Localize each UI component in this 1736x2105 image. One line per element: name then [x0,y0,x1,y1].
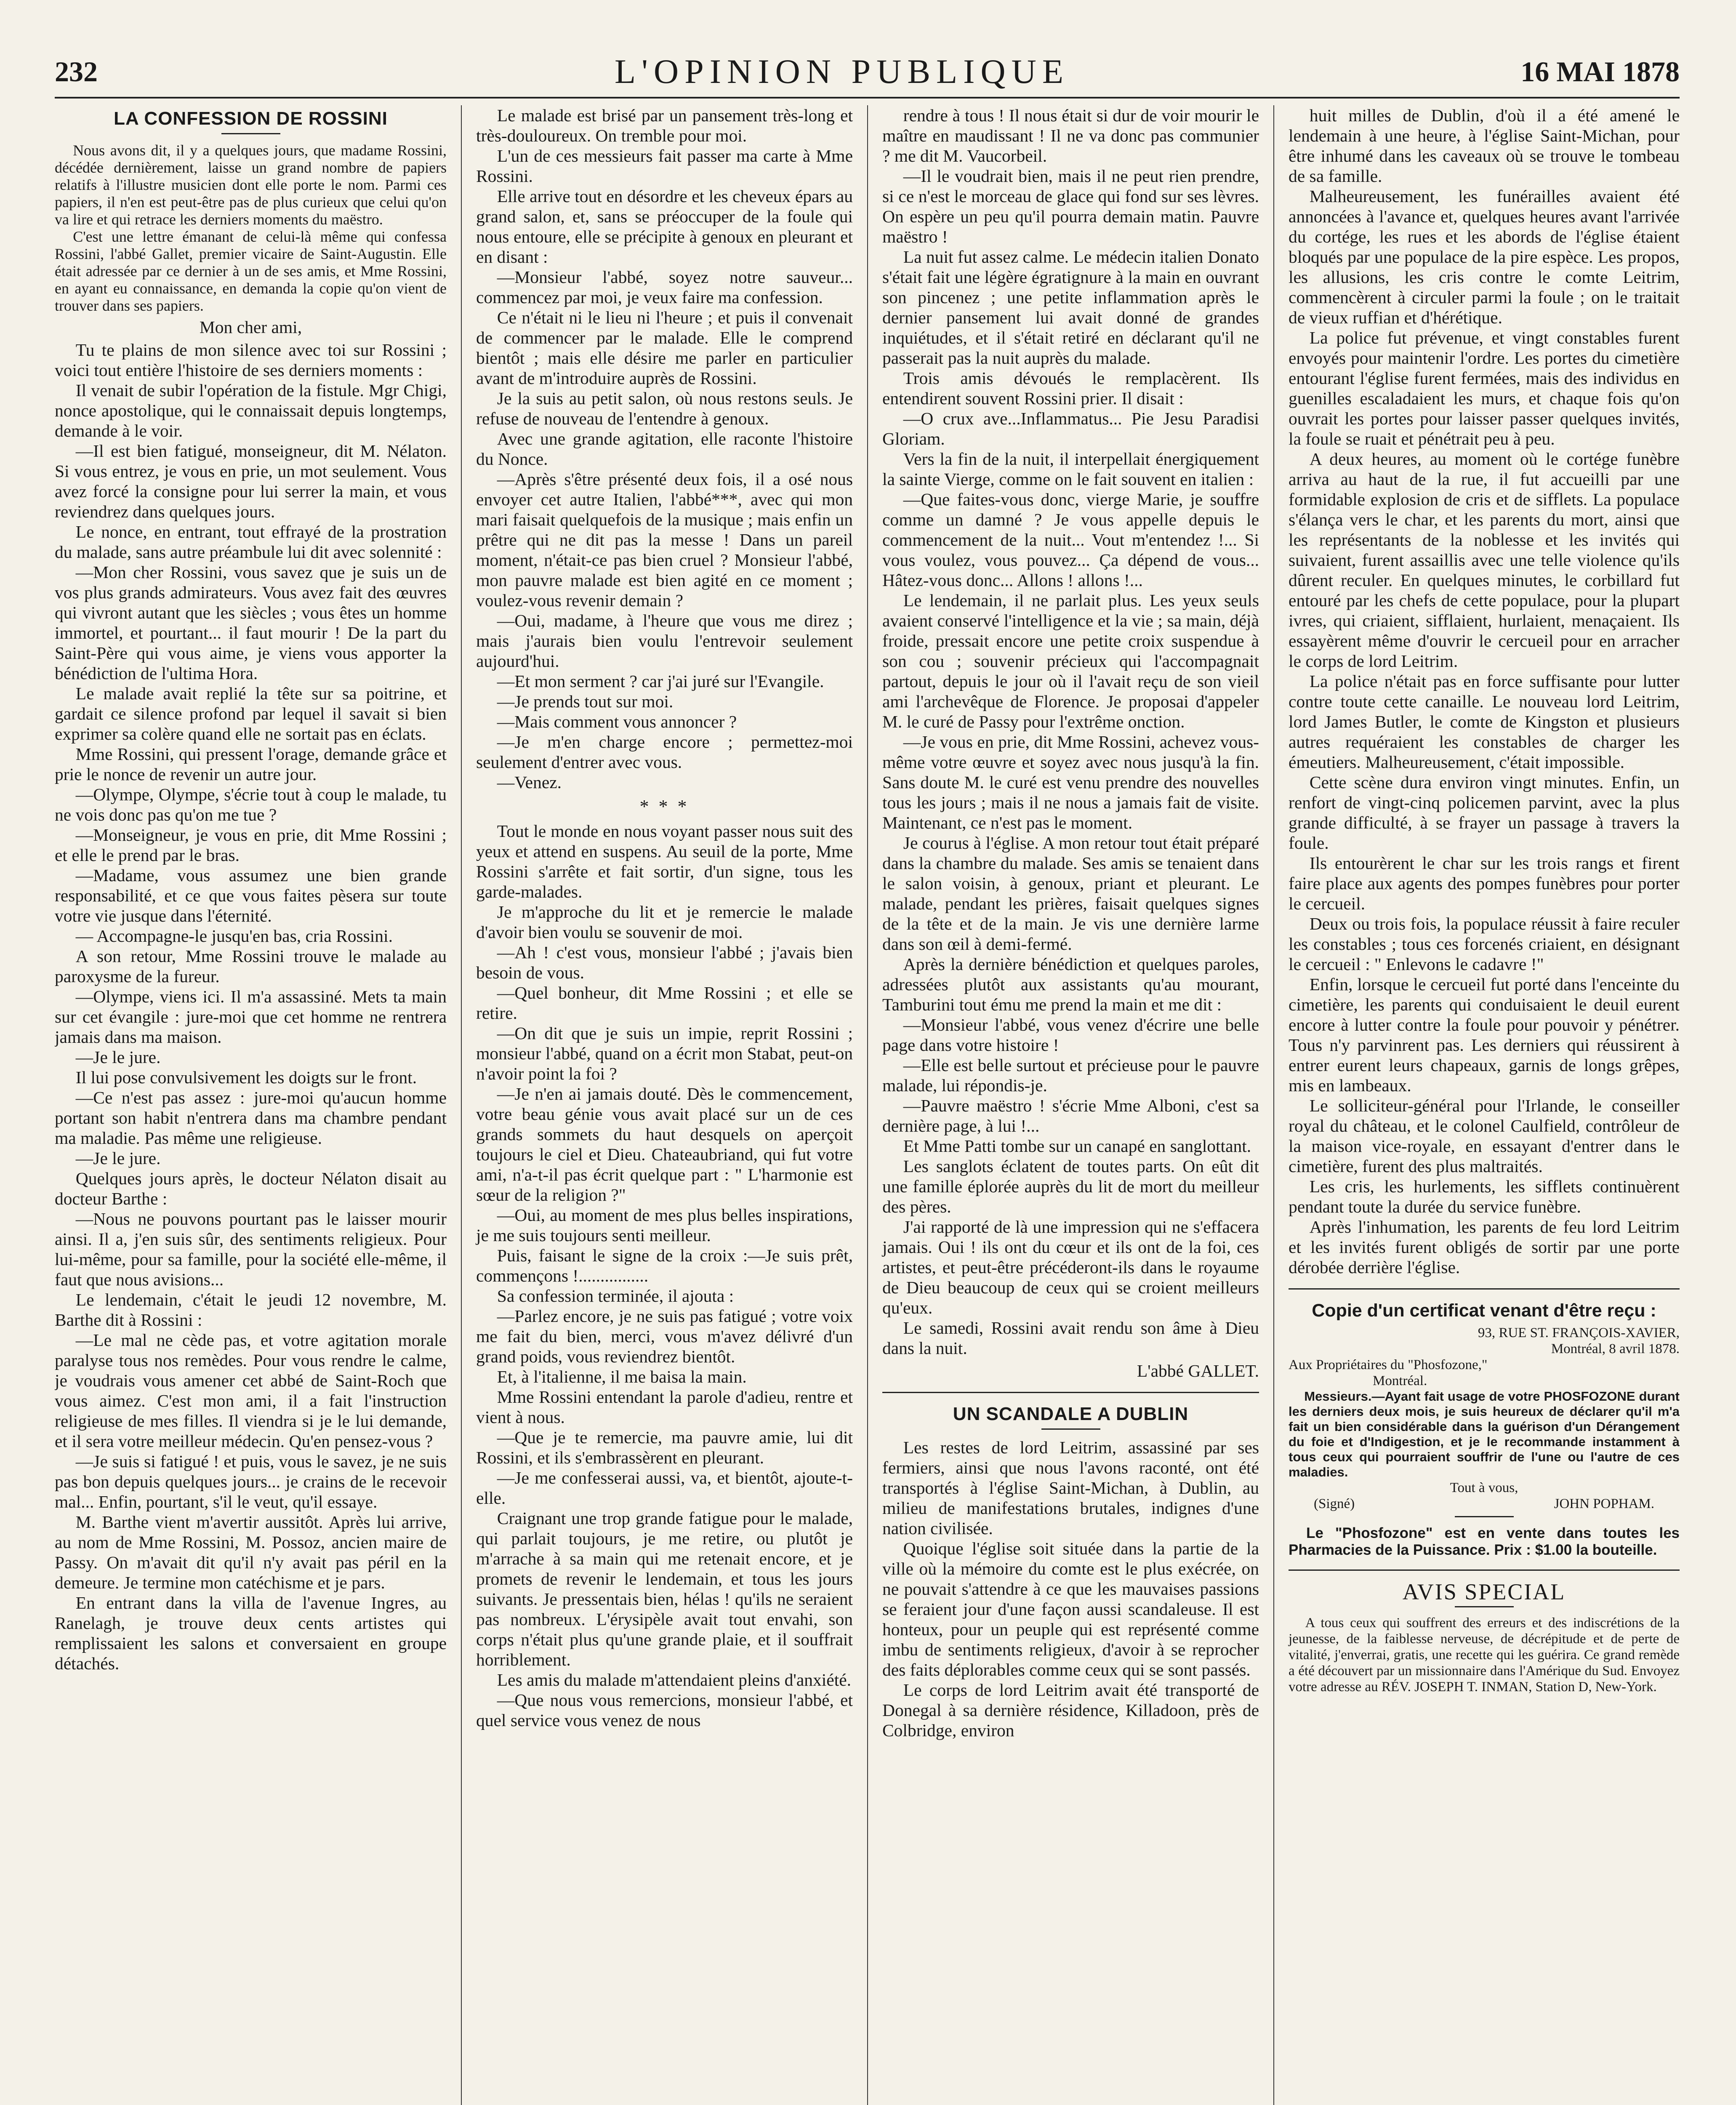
letter-signature: L'abbé GALLET. [1137,1361,1259,1380]
paragraph: huit milles de Dublin, d'où il a été amené le lendemain à une heure, à l'église Saint-Michan, pour être inhumé dans les caveaux où se trouve le tombeau de sa famille. [1289,106,1680,186]
paragraph: Le corps de lord Leitrim avait été transporté de Donegal à sa dernière résidence, Killadoon, près de Colbridge, environ [882,1680,1259,1740]
paragraph: A son retour, Mme Rossini trouve le malade au paroxysme de la fureur. [55,946,447,986]
article-body [476,105,853,792]
paragraph: —Mon cher Rossini, vous savez que je suis un de vos plus grands admirateurs. Vous avez fait des œuvres qui vivront autant que les siècles ; vous êtes un homme immortel, et pourtant... il faut mourir ! De la part du Saint-Père qui vous aime, je viens vous apporter la bénédiction de l'ultima Hora. [55,562,447,683]
paragraph: —Il le voudrait bien, mais il ne peut rien prendre, si ce n'est le morceau de glace qui fond sur ses lèvres. On espère un peu qu'il pourra demain matin. Pauvre maëstro ! [882,166,1259,246]
paragraph: Le malade avait replié la tête sur sa poitrine, et gardait ce silence profond par lequel il savait si bien exprimer sa colère quand elle ne sortait pas en éclats. [55,684,447,743]
paragraph: — Accompagne-le jusqu'en bas, cria Rossini. [75,926,393,946]
paragraph: —Elle est belle surtout et précieuse pour le pauvre malade, lui répondis-je. [882,1055,1259,1095]
paragraph: Et Mme Patti tombe sur un canapé en sanglottant. [903,1136,1251,1156]
paragraph: Vers la fin de la nuit, il interpellait énergiquement la sainte Vierge, comme on le fait souvent en italien : [882,449,1259,489]
article-divider [1289,1288,1680,1290]
paragraph: M. Barthe vient m'avertir aussitôt. Après lui arrive, au nom de Mme Rossini, M. Possoz, ancien maire de Passy. On m'avait dit qu'il n'y avait pas péril en la demeure. Je termine mon catéchisme et je pars. [55,1512,447,1592]
paragraph: L'un de ces messieurs fait passer ma carte à Mme Rossini. [476,146,853,186]
paragraph: —Je n'en ai jamais douté. Dès le commencement, votre beau génie vous avait placé sur un de ces grands sommets du haut desquels on aperçoit toujours le ciel et Dieu. Chateaubriand, qui fut votre ami, n'a-t-il pas écrit quelque part : " L'harmonie est sœur de la religion ?" [476,1084,853,1204]
paragraph: —Je vous en prie, dit Mme Rossini, achevez vous-même votre œuvre et soyez avec nous jusqu'à la fin. Sans doute M. le curé est venu prendre des nouvelles tous les jours ; mais il ne nous a jamais fait de visite. Maintenant, ce n'est pas le moment. [882,732,1259,832]
paragraph: —Oui, madame, à l'heure que vous me direz ; mais j'aurais bien voulu l'entrevoir seulement aujourd'hui. [476,611,853,671]
paragraph: Le lendemain, il ne parlait plus. Les yeux seuls avaient conservé l'intelligence et la vie ; sa main, déjà froide, pressait encore une petite croix suspendue à son cou ; souvenir précieux qui l'accompagnait partout, depuis le jour où il l'avait reçu de son vieil ami l'archevêque de Florence. Je proposai d'appeler M. le curé de Passy pour l'extrême onction. [882,591,1259,731]
article-intro [55,142,447,314]
section-break-stars: * * * [639,796,690,817]
article-body [476,821,853,1730]
paragraph: rendre à tous ! Il nous était si dur de voir mourir le maître en maudissant ! Il ne va donc pas communier ? me dit M. Vaucorbeil. [882,106,1259,165]
paragraph: Tout le monde en nous voyant passer nous suit des yeux et attend en suspens. Au seuil de la porte, Mme Rossini s'arrête et fait sortir, d'un signe, tous les garde-malades. [476,821,853,901]
paragraph: Le malade est brisé par un pansement très-long et très-douloureux. On tremble pour moi. [476,106,853,145]
paragraph: J'ai rapporté de là une impression qui ne s'effacera jamais. Oui ! ils ont du cœur et ils ont de la foi, ces artistes, et peut-être précéderont-ils dans le royaume de Dieu beaucoup de ceux qui se croient meilleurs qu'eux. [882,1217,1259,1317]
article-body [882,1437,1259,1740]
paragraph: —Que je te remercie, ma pauvre amie, lui dit Rossini, et ils s'embrassèrent en pleurant. [476,1428,853,1467]
paragraph: —Monsieur l'abbé, soyez notre sauveur... commencez par moi, je veux faire ma confession. [476,267,853,307]
paragraph: Il lui pose convulsivement les doigts sur le front. [75,1068,417,1087]
rule [1455,1516,1514,1517]
signer-name: JOHN POPHAM. [1554,1496,1654,1511]
paragraph: —Le mal ne cède pas, et votre agitation morale paralyse tous nos remèdes. Pour vous rendre le calme, je voudrais vous amener cet abbé de Saint-Roch que vous aimez. C'est mon ami, il a fait l'instruction religieuse de mes filles. Il viendra si je le lui demande, et il sera votre meilleur médecin. Qu'en pensez-vous ? [55,1330,447,1451]
paragraph: Mme Rossini entendant la parole d'adieu, rentre et vient à nous. [476,1387,853,1427]
paragraph: —Que faites-vous donc, vierge Marie, je souffre comme un damné ? Je vous appelle depuis le commencement de la nuit... Vout m'entendez !... Si vous voulez, vous pouvez... Ça dépend de vous... Hâtez-vous donc... Allons ! allons !... [882,490,1259,590]
article-body [1289,105,1680,1277]
paragraph: —Monseigneur, je vous en prie, dit Mme Rossini ; et elle le prend par le bras. [55,825,447,865]
column-4 [1273,105,1680,2105]
paragraph: —Ce n'est pas assez : jure-moi qu'aucun homme portant son habit n'entrera dans ma chambre pendant ma maladie. Pas même une religieuse. [55,1088,447,1148]
paragraph: Ils entourèrent le char sur les trois rangs et firent faire place aux agents des pompes funèbres pour porter le cercueil. [1289,853,1680,913]
paragraph: —Pauvre maëstro ! s'écrie Mme Alboni, c'est sa dernière page, à lui !... [882,1096,1259,1135]
certificate-signature [1289,1496,1680,1512]
paragraph: Le nonce, en entrant, tout effrayé de la prostration du malade, sans autre préambule lui dit avec solennité : [55,522,447,562]
article-title-confession: LA CONFESSION DE ROSSINI [114,108,388,129]
masthead [55,46,1680,99]
page-number: 232 [55,55,98,88]
paragraph: Quoique l'église soit située dans la partie de la ville où la mémoire du comte est le plus exécrée, on ne pouvait s'attendre à ce que les mauvaises passions se feraient jour d'une façon aussi scandaleuse. Il est honteux, pour un peuple qui est représenté comme imbu de sentiments religieux, d'avoir à se reprocher des faits déplorables comme ceux qui se sont passés. [882,1539,1259,1679]
paragraph: Elle arrive tout en désordre et les cheveux épars au grand salon, et, sans se préoccuper de la foule qui nous entoure, elle se précipite à genoux en pleurant et en disant : [476,187,853,266]
paragraph: Avec une grande agitation, elle raconte l'histoire du Nonce. [476,429,853,469]
paragraph: —Madame, vous assumez une bien grande responsabilité, et ce que vous faites pèsera sur toute votre vie jusque dans l'éternité. [55,866,447,925]
paragraph: Malheureusement, les funérailles avaient été annoncées à l'avance et, quelques heures avant l'arrivée du cortége, les rues et les abords de l'église étaient bloqués par une populace de la pire espèce. Les propos, les allusions, les cris contre le comte Leitrim, commencèrent à circuler parmi la foule ; on le traitait de vieux ruffian et d'hérétique. [1289,187,1680,327]
paragraph: —Ah ! c'est vous, monsieur l'abbé ; j'avais bien besoin de vous. [476,943,853,982]
column-2 [461,105,867,2105]
certificate-address: 93, RUE ST. FRANÇOIS-XAVIER, [1478,1325,1680,1340]
paragraph: En entrant dans la villa de l'avenue Ingres, au Ranelagh, je trouve deux cents artistes qui remplissaient les salons et conversaient en groupe détachés. [55,1593,447,1673]
paragraph: —On dit que je suis un impie, reprit Rossini ; monsieur l'abbé, quand on a écrit mon Stabat, peut-on n'avoir point la foi ? [476,1023,853,1083]
paragraph: Il venait de subir l'opération de la fistule. Mgr Chigi, nonce apostolique, qui le connaissait depuis longtemps, demande à le voir. [55,381,447,440]
paragraph: —Parlez encore, je ne suis pas fatigué ; votre voix me fait du bien, merci, vous m'avez délivré d'un grand poids, vous reviendrez bientôt. [476,1306,853,1366]
paragraph: Craignant une trop grande fatigue pour le malade, qui parlait toujours, je me retire, ou plutôt je m'arrache à sa main qui me retenait encore, et je promets de revenir le lendemain, et tous les jours suivants. Je pressentais bien, hélas ! qu'ils ne seraient pas nombreux. L'érysipèle avait tout envahi, son corps n'était plus qu'une grande plaie, et il souffrait horriblement. [476,1508,853,1669]
avis-body: A tous ceux qui souffrent des erreurs et des indiscrétions de la jeunesse, de la faiblesse nerveuse, de décrépitude et de perte de vitalité, j'enverrai, gratis, une recette qui les guérira. Ce grand remède a été découvert par un missionnaire dans l'Amérique du Sud. Envoyez votre adresse au RÉV. JOSEPH T. INMAN, Station D, New-York. [1289,1615,1680,1695]
intro-paragraph: C'est une lettre émanant de celui-là même qui confessa Rossini, l'abbé Gallet, premier vicaire de Saint-Augustin. Elle était adressée par ce dernier à un de ses amis, et Mme Rossini, en ayant eu connaissance, en demanda la copie qu'on vient de trouver dans ses papiers. [55,228,447,314]
paragraph: Je la suis au petit salon, où nous restons seuls. Je refuse de nouveau de l'entendre à genoux. [476,389,853,428]
issue-date: 16 MAI 1878 [1520,55,1680,88]
paragraph: La police fut prévenue, et vingt constables furent envoyés pour maintenir l'ordre. Les portes du cimetière entourant l'église furent fermées, mais des individus en guenilles escaladaient les murs, et chaque fois qu'on ouvrait les portes pour laisser passer quelques invités, la foule se ruait et pénétrait peu à peu. [1289,328,1680,448]
certificate-recipient: Aux Propriétaires du "Phosfozone," [1289,1357,1488,1372]
letter-salutation: Mon cher ami, [199,317,302,337]
paragraph: —O crux ave...Inflammatus... Pie Jesu Paradisi Gloriam. [882,409,1259,448]
article-title-scandale: UN SCANDALE A DUBLIN [953,1404,1189,1424]
article-body [882,105,1259,1358]
paragraph: —Que nous vous remercions, monsieur l'abbé, et quel service vous venez de nous [476,1690,853,1730]
paragraph: Et, à l'italienne, il me baisa la main. [497,1367,747,1386]
paragraph: Les sanglots éclatent de toutes parts. On eût dit une famille éplorée auprès du lit de mort du meilleur des pères. [882,1156,1259,1216]
paragraph: —Après s'être présenté deux fois, il a osé nous envoyer cet autre Italien, l'abbé***, avec qui mon mari faisait quelquefois de la musique ; mais enfin un prêtre qui ne dit pas la messe ! Dans un pareil moment, n'était-ce pas bien cruel ? Monsieur l'abbé, mon pauvre malade est bien agité en ce moment ; voulez-vous revenir demain ? [476,469,853,610]
paragraph: Tu te plains de mon silence avec toi sur Rossini ; voici tout entière l'histoire de ses derniers moments : [55,340,447,380]
paragraph: Le samedi, Rossini avait rendu son âme à Dieu dans la nuit. [882,1318,1259,1358]
paragraph: Après l'inhumation, les parents de feu lord Leitrim et les invités furent obligés de sortir par une porte dérobée derrière l'église. [1289,1217,1680,1277]
paragraph: La police n'était pas en force suffisante pour lutter contre toute cette canaille. Le nouveau lord Leitrim, lord James Butler, le comte de Kingston et plusieurs autres requéraient les constables de charger les émeutiers. Malheureusement, c'était impossible. [1289,671,1680,772]
title-rule [221,133,280,134]
article-body [55,340,447,1673]
paragraph: Les restes de lord Leitrim, assassiné par ses fermiers, ainsi que nous l'avons raconté, ont été transportés à l'église Saint-Michan, à Dublin, au milieu de manifestations brutales, indignes d'une nation civilisée. [882,1438,1259,1538]
paragraph: Le lendemain, c'était le jeudi 12 novembre, M. Barthe dit à Rossini : [55,1290,447,1330]
paragraph: —Monsieur l'abbé, vous venez d'écrire une belle page dans votre histoire ! [882,1015,1259,1055]
paragraph: —Il est bien fatigué, monseigneur, dit M. Nélaton. Si vous entrez, je vous en prie, un mot seulement. Vous avez forcé la consigne pour lui serrer la main, et vous reviendrez dans quelques jours. [55,441,447,521]
column-3 [867,105,1273,2105]
signed-label: (Signé) [1314,1496,1355,1511]
newspaper-title: L'OPINION PUBLIQUE [615,52,1069,91]
paragraph: Je courus à l'église. A mon retour tout était préparé dans la chambre du malade. Ses amis se tenaient dans le salon voisin, à genoux, priant et pleurant. Le malade, pendant les prières, faisait quelques signes de la tête et de la main. Je vis une dernière larme dans son œil à demi-fermé. [882,833,1259,954]
paragraph: —Je m'en charge encore ; permettez-moi seulement d'entrer avec vous. [476,732,853,772]
sale-note: Le "Phosfozone" est en vente dans toutes les Pharmacies de la Puissance. Prix : $1.00 la bouteille. [1289,1525,1680,1558]
columns [55,105,1680,2105]
paragraph: Mme Rossini, qui pressent l'orage, demande grâce et prie le nonce de revenir un autre jour. [55,744,447,784]
paragraph: —Nous ne pouvons pourtant pas le laisser mourir ainsi. Il a, j'en suis sûr, des sentiments religieux. Pour lui-même, pour sa famille, pour la société elle-même, il faut que nous avisions... [55,1209,447,1289]
paragraph: —Je me confesserai aussi, va, et bientôt, ajoute-t-elle. [476,1468,853,1508]
paragraph: —Olympe, Olympe, s'écrie tout à coup le malade, tu ne vois donc pas qu'on me tue ? [55,785,447,824]
paragraph: —Olympe, viens ici. Il m'a assassiné. Mets ta main sur cet évangile : jure-moi que cet homme ne rentrera jamais dans ma maison. [55,987,447,1047]
paragraph: Le solliciteur-général pour l'Irlande, le conseiller royal du château, et le colonel Caulfield, contrôleur de la maison vice-royale, en essayant d'entrer dans le cimetière, furent des plus maltraités. [1289,1096,1680,1176]
certificate-body: Messieurs.—Ayant fait usage de votre PHOSFOZONE durant les derniers deux mois, je suis heureux de déclarer qu'il m'a fait un bien considérable dans la guérison d'un Dérangement du foie et d'Indigestion, et je le recommande instamment à tous ceux qui pourraient souffrir de l'une ou l'autre de ces maladies. [1289,1389,1680,1479]
paragraph: Cette scène dura environ vingt minutes. Enfin, un renfort de vingt-cinq policemen parvint, avec la plus grande difficulté, à se frayer un passage à travers la foule. [1289,773,1680,853]
paragraph: Les amis du malade m'attendaient pleins d'anxiété. [497,1670,852,1689]
paragraph: —Mais comment vous annoncer ? [497,712,737,731]
article-divider [882,1392,1259,1393]
paragraph: Ce n'était ni le lieu ni l'heure ; et puis il convenait de commencer par le malade. Elle le comprend bientôt ; mais elle désire me parler en particulier avant de m'introduire auprès de Rossini. [476,308,853,388]
paragraph: —Je prends tout sur moi. [497,692,674,711]
paragraph: —Venez. [497,773,562,792]
paragraph: La nuit fut assez calme. Le médecin italien Donato s'était fait une légère égratignure à la main en ouvrant son pincenez ; une petite inflammation après le dernier pansement lui avait donné de grandes inquiétudes, et il s'était retiré en déclarant qu'il ne passerait pas la nuit auprès du malade. [882,247,1259,368]
intro-paragraph: Nous avons dit, il y a quelques jours, que madame Rossini, décédée dernièrement, laisse un grand nombre de papiers relatifs à l'illustre musicien dont elle porte le nom. Parmi ces papiers, il n'en est peut-être pas de plus curieux que celui qu'on va lire et qui retrace les derniers moments du maëstro. [55,142,447,228]
paragraph: —Je le jure. [75,1047,161,1067]
article-divider [1289,1569,1680,1571]
title-rule [1455,1606,1514,1607]
paragraph: —Oui, au moment de mes plus belles inspirations, je me suis toujours senti meilleur. [476,1205,853,1245]
paragraph: —Et mon serment ? car j'ai juré sur l'Evangile. [497,671,824,691]
paragraph: A deux heures, au moment où le cortége funèbre arriva au haut de la rue, il fut accueilli par une formidable explosion de cris et de sifflets. La populace s'élança vers le char, et les parents du mort, ainsi que les représentants de la noblesse et les invités qui suivaient, furent assaillis avec une telle violence qu'ils dûrent reculer. En quelques minutes, le corbillard fut entouré par les chefs de cette populace, pour la plupart ivres, qui criaient, sifflaient, hurlaient, menaçaient. Ils essayèrent même d'ouvrir le cercueil pour en arracher le corps de lord Leitrim. [1289,449,1680,671]
certificate-title: Copie d'un certificat venant d'être reçu : [1312,1300,1656,1321]
certificate-date: Montréal, 8 avril 1878. [1551,1341,1680,1356]
paragraph: Enfin, lorsque le cercueil fut porté dans l'enceinte du cimetière, les parents qui conduisaient le deuil eurent encore à lutter contre la foule pour pouvoir y pénétrer. Tous n'y parvinrent pas. Les derniers qui réussirent à entrer eurent leurs chapeaux, garnis de longs grêpes, mis en lambeaux. [1289,975,1680,1095]
certificate-recipient-city: Montréal. [1373,1373,1427,1388]
paragraph: Quelques jours après, le docteur Nélaton disait au docteur Barthe : [55,1169,447,1208]
paragraph: Je m'approche du lit et je remercie le malade d'avoir bien voulu se souvenir de moi. [476,902,853,942]
title-rule [1041,1428,1100,1430]
paragraph: Trois amis dévoués le remplacèrent. Ils entendirent souvent Rossini prier. Il disait : [882,368,1259,408]
column-1 [55,105,461,2105]
paragraph: —Je le jure. [75,1148,161,1168]
paragraph: Puis, faisant le signe de la croix :—Je suis prêt, commençons !................ [476,1246,853,1285]
paragraph: Les cris, les hurlements, les sifflets continuèrent pendant toute la durée du service funèbre. [1289,1177,1680,1216]
paragraph: Sa confession terminée, il ajouta : [497,1286,734,1306]
certificate-closing: Tout à vous, [1450,1480,1518,1495]
paragraph: Deux ou trois fois, la populace réussit à faire reculer les constables ; tous ces forcenés criaient, en désignant le cercueil : " Enlevons le cadavre !" [1289,914,1680,974]
paragraph: —Quel bonheur, dit Mme Rossini ; et elle se retire. [476,983,853,1023]
paragraph: —Je suis si fatigué ! et puis, vous le savez, je ne suis pas bon depuis quelques jours... je crains de le recevoir mal... Enfin, pourtant, s'il le veut, qu'il essaye. [55,1452,447,1511]
paragraph: Après la dernière bénédiction et quelques paroles, adressées plutôt aux assistants qu'au mourant, Tamburini tout ému me prend la main et me dit : [882,954,1259,1014]
avis-title: AVIS SPECIAL [1402,1579,1566,1604]
